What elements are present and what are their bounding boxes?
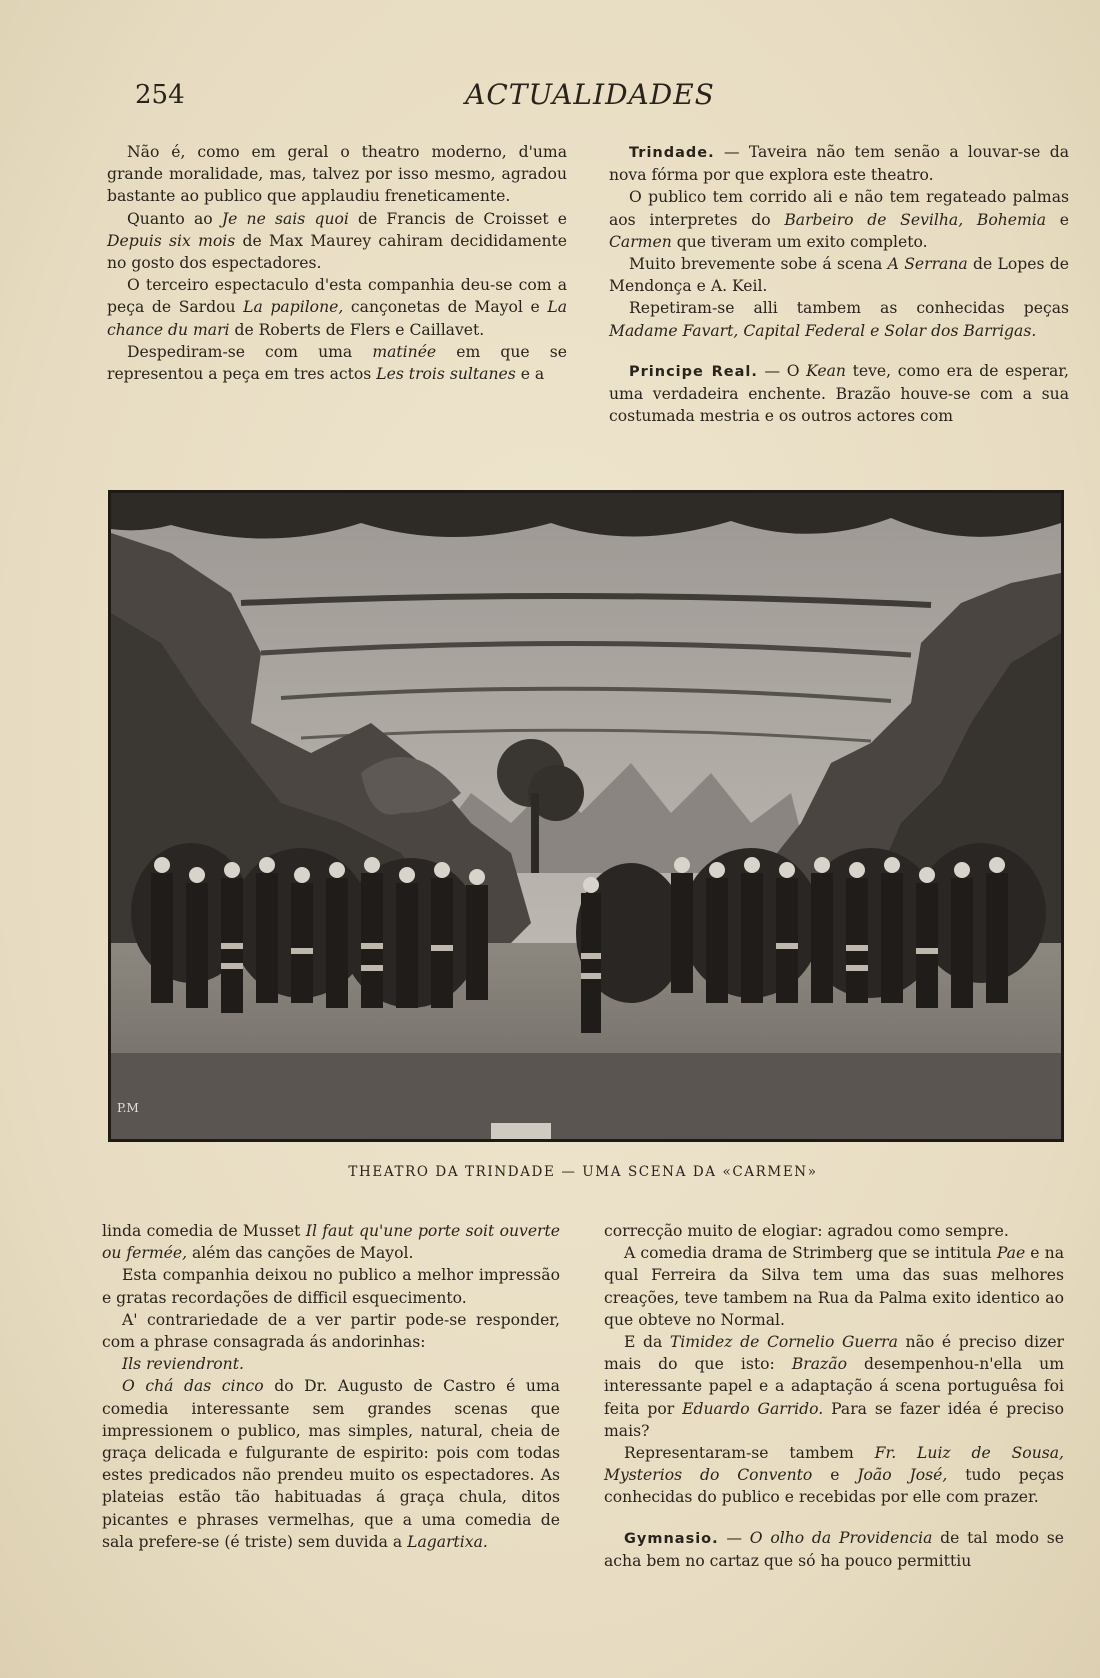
paragraph: Repetiram-se alli tambem as conhecidas peças Madame Favart, Capital Federal e Solar dos Barrigas. xyxy=(609,299,1069,340)
paragraph: O publico tem corrido ali e não tem regateado palmas aos interpretes do Barbeiro de Sevilha, Bohemia e Carmen que tiveram um exito completo. xyxy=(609,188,1069,251)
paragraph: Muito brevemente sobe á scena A Serrana de Lopes de Mendonça e A. Keil. xyxy=(609,255,1069,296)
paragraph: linda comedia de Musset Il faut qu'une porte soit ouverte ou fermée, além das canções de Mayol. xyxy=(102,1222,560,1263)
paragraph: Despediram-se com uma matinée em que se representou a peça em tres actos Les trois sultanes e a xyxy=(107,342,568,384)
paragraph: E da Timidez de Cornelio Guerra não é preciso dizer mais do que isto: Brazão desempenhou-n'ella um interessante papel e a adaptação á scena portuguêsa foi feita por Eduardo Garrido. Para se fazer idéa é preciso mais? xyxy=(604,1333,1065,1440)
text-column-bottom-left xyxy=(102,1220,560,1553)
paragraph: Representaram-se tambem Fr. Luiz de Sousa, Mysterios do Convento e João José, tudo peças conhecidas do publico e recebidas por elle com prazer. xyxy=(604,1444,1064,1507)
section-trindade: Trindade. — Taveira não tem senão a louvar-se da nova fórma por que explora este theatro. xyxy=(609,143,1069,185)
text-column-top-right xyxy=(609,141,1069,427)
text-column-top-left xyxy=(107,141,567,385)
paragraph: Não é, como em geral o theatro moderno, d'uma grande moralidade, mas, talvez por isso mesmo, agradou bastante ao publico que applaudiu freneticamente. xyxy=(107,143,567,206)
paragraph: Ils reviendront. xyxy=(122,1355,244,1374)
paragraph: A comedia drama de Strimberg que se intitula Pae e na qual Ferreira da Silva tem uma das suas melhores creações, teve tambem na Rua da Palma exito identico ao que obteve no Normal. xyxy=(604,1244,1064,1329)
section-principe-real: Principe Real. — O Kean teve, como era de esperar, uma verdadeira enchente. Brazão houve-se com a sua costumada mestria e os outros actores com xyxy=(609,361,1069,426)
photographer-signature: P.M xyxy=(117,1101,139,1115)
paragraph: A' contrariedade de a ver partir pode-se responder, com a phrase consagrada ás andorinhas: xyxy=(102,1310,560,1352)
paragraph: O chá das cinco do Dr. Augusto de Castro é uma comedia interessante sem grandes scenas que impressionem o publico, mas simples, natural, cheia de graça delicada e fulgurante de espirito: pois com todas estes predicados não prendeu muito os espectadores. As plateias estão tão habituadas á graça chula, ditos picantes e phrases vermelhas, que a uma comedia de sala prefere-se (é triste) sem duvida a Lagartixa. xyxy=(102,1377,560,1551)
text-column-bottom-right xyxy=(604,1220,1064,1572)
section-gymnasio: Gymnasio. — O olho da Providencia de tal modo se acha bem no cartaz que só ha pouco permittiu xyxy=(604,1528,1064,1570)
stage-photograph xyxy=(108,490,1064,1142)
page-number: 254 xyxy=(135,80,185,110)
paragraph: Quanto ao Je ne sais quoi de Francis de Croisset e Depuis six mois de Max Maurey cahiram decididamente no gosto dos espectadores. xyxy=(107,209,568,273)
paragraph: Esta companhia deixou no publico a melhor impressão e gratas recordações de difficil esquecimento. xyxy=(102,1266,560,1307)
photo-caption: THEATRO DA TRINDADE — UMA SCENA DA «CARMEN» xyxy=(348,1164,818,1180)
paragraph: O terceiro espectaculo d'esta companhia deu-se com a peça de Sardou La papilone, cançonetas de Mayol e La chance du mari de Roberts de Flers e Caillavet. xyxy=(107,276,567,339)
paragraph: correcção muito de elogiar: agradou como sempre. xyxy=(604,1222,1009,1240)
running-header-title: ACTUALIDADES xyxy=(465,78,715,111)
carmen-scene-illustration xyxy=(111,493,1061,1139)
